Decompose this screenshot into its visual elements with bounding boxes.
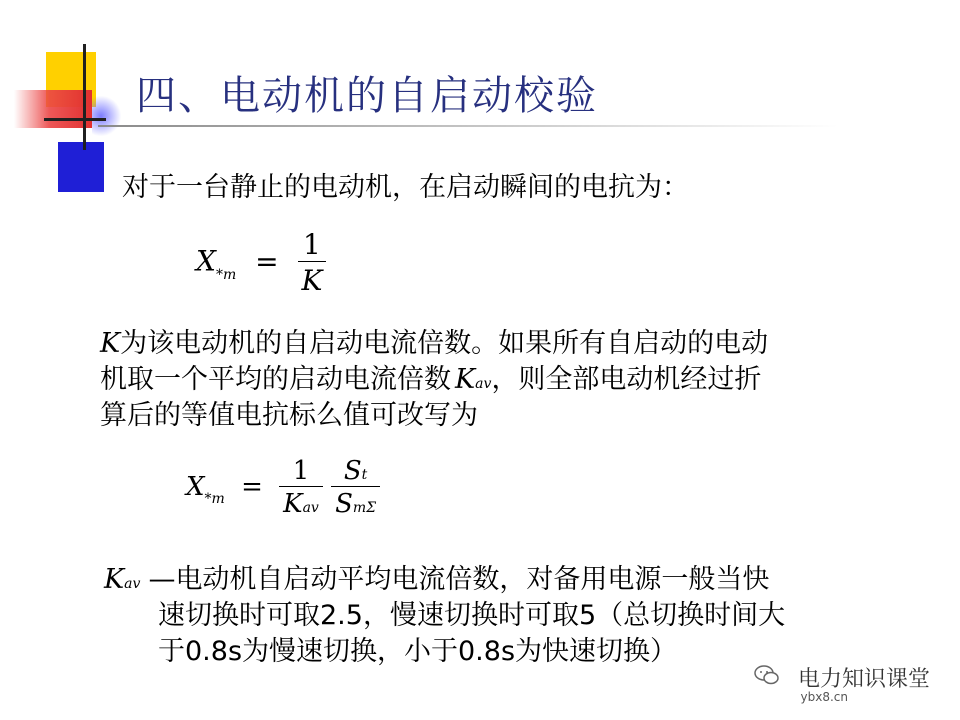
watermark-text: 电力知识课堂 — [797, 667, 930, 692]
formula-equivalent-reactance: $X_{*m}$ = $\frac{1}{\text{Kav}}$ $\frac{St}{\text{SmΣ}}$ — [186, 456, 380, 519]
decor-vertical-line — [83, 44, 86, 150]
para2-line1: K为该电动机的自启动电流倍数。如果所有自启动的电动 — [100, 328, 769, 359]
formula-reactance: $X_{*m}$ = $\frac{1}{K}$ — [196, 228, 326, 297]
slide-title: 四、电动机的自启动校验 — [136, 73, 598, 119]
decor-horizontal-line — [44, 118, 106, 121]
title-underline — [98, 125, 838, 127]
wechat-icon — [754, 664, 780, 686]
fraction-1-over-kav: $\frac{1}{\text{Kav}}$ — [279, 456, 323, 519]
para3-line2: 速切换时可取2.5，慢速切换时可取5（总切换时间大 — [158, 600, 786, 631]
para2-line3: 算后的等值电抗标么值可改写为 — [100, 400, 478, 431]
decor-blue-square — [58, 142, 104, 192]
decor-blue-glow — [92, 96, 122, 136]
watermark-site: ybx8.cn — [800, 690, 848, 704]
intro-text: 对于一台静止的电动机，在启动瞬间的电抗为： — [122, 172, 689, 203]
para3-line1: Kav —电动机自启动平均电流倍数，对备用电源一般当快 — [104, 564, 770, 595]
decor-red-bar — [14, 90, 92, 128]
fraction-1-over-k: $\frac{1}{K}$ — [298, 228, 327, 297]
fraction-st-over-sm: $\frac{St}{\text{SmΣ}}$ — [331, 456, 380, 519]
para2-line2: 机取一个平均的启动电流倍数 Kav，则全部电动机经过折 — [100, 364, 762, 395]
para3-line3: 于0.8s为慢速切换，小于0.8s为快速切换） — [158, 636, 678, 667]
